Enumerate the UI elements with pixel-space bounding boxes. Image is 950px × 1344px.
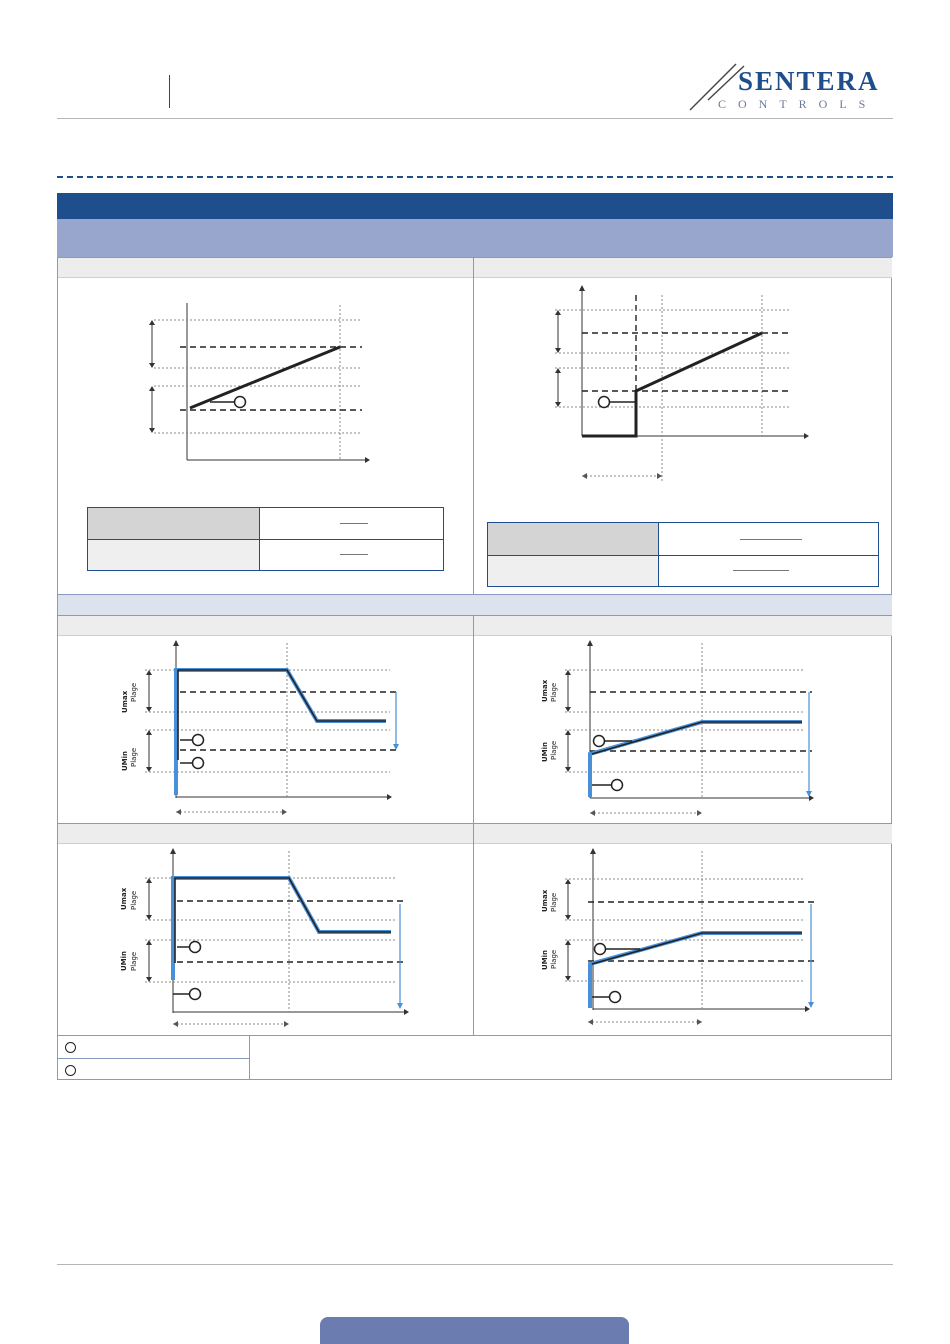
plage-label: Plage — [550, 892, 558, 912]
umax-label: Umax — [121, 690, 129, 713]
legend-marker-2-icon — [65, 1065, 76, 1076]
legend-divider — [58, 1035, 892, 1036]
svg-text:Umax — [541, 679, 549, 702]
cell-header-low-left — [58, 824, 473, 844]
plage-label: Plage — [130, 951, 138, 971]
column-divider-top — [473, 257, 474, 594]
svg-text:UMin — [121, 751, 129, 771]
cell-header-mid-right — [474, 616, 892, 636]
footer-rule — [57, 1264, 893, 1265]
umin-label: UMin — [120, 950, 128, 971]
diagram-kickstart-ramp-1 — [530, 640, 830, 818]
umax-label: Umax — [120, 887, 128, 910]
section-subtitle-bar — [57, 219, 893, 257]
svg-text:UMin — [541, 742, 549, 762]
diagram-linear-response — [140, 295, 380, 470]
plage-label: Plage — [550, 949, 558, 969]
diagram-step-response — [545, 283, 815, 488]
footer-tab — [320, 1317, 629, 1344]
header-rule — [57, 118, 893, 119]
legend-column-divider — [249, 1036, 250, 1080]
umax-label: Umax — [541, 679, 549, 702]
plage-label: Plage — [130, 890, 138, 910]
legend-marker-1-icon — [65, 1042, 76, 1053]
brand-logo: SENTERA — [738, 66, 880, 96]
brand-sub: CONTROLS — [718, 97, 878, 111]
plage-label: Plage — [550, 740, 558, 760]
plage-label: Plage — [130, 747, 138, 767]
umin-label: UMin — [121, 750, 129, 771]
section-title-bar — [57, 193, 893, 219]
svg-text:UMin — [541, 950, 549, 970]
section-band — [58, 594, 892, 616]
settings-table-left — [87, 507, 444, 571]
plage-label: Plage — [130, 682, 138, 702]
diagram-kickstart-ramp-2 — [530, 848, 830, 1028]
legend-row-divider — [58, 1058, 249, 1059]
diagram-kickstart-decay-1 — [105, 640, 405, 815]
cell-header-top-right — [474, 258, 892, 278]
umin-label: UMin — [541, 741, 549, 762]
cell-header-low-right — [474, 824, 892, 844]
cell-header-top-left — [58, 258, 473, 278]
cell-header-mid-left — [58, 616, 473, 636]
svg-text:Umax — [120, 887, 128, 910]
plage-label: Plage — [550, 682, 558, 702]
header-separator — [169, 75, 170, 108]
svg-text:Umax — [541, 889, 549, 912]
settings-table-right — [487, 522, 879, 587]
svg-text:Umax — [121, 690, 129, 713]
umin-label: UMin — [541, 949, 549, 970]
svg-text:UMin — [120, 951, 128, 971]
dashed-divider — [57, 176, 893, 178]
umax-label: Umax — [541, 889, 549, 912]
diagram-kickstart-decay-2 — [105, 848, 415, 1028]
